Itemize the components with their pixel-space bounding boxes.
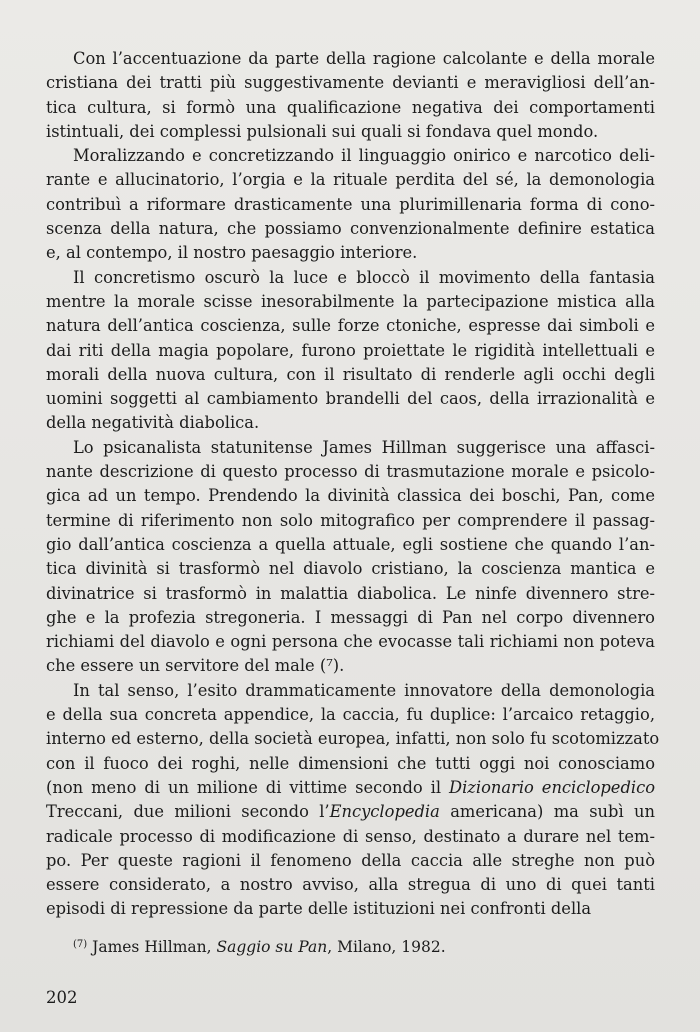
text-segment: e, al contempo, il nostro paesaggio interiore. xyxy=(46,243,418,263)
text-segment: americana) ma subì un xyxy=(439,802,655,822)
text-line xyxy=(46,630,655,654)
text-line xyxy=(46,776,655,800)
text-segment: divinatrice si trasformò in malattia diabolica. Le ninfe divennero stre- xyxy=(46,583,655,603)
text-line xyxy=(46,241,655,265)
paragraph xyxy=(46,47,655,144)
text-line xyxy=(46,800,655,824)
text-segment: Lo psicanalista statunitense James Hillman suggerisce una affasci- xyxy=(73,437,655,457)
footnote-marker: (7) xyxy=(73,939,88,950)
text-segment: gica ad un tempo. Prendendo la divinità classica dei boschi, Pan, come xyxy=(46,486,655,506)
text-line xyxy=(46,727,660,751)
text-line xyxy=(46,533,655,557)
text-segment: termine di riferimento non solo mitografico per comprendere il passag- xyxy=(46,510,655,530)
text-line xyxy=(46,582,655,606)
text-segment: Con l’accentuazione da parte della ragione calcolante e della morale xyxy=(73,49,655,68)
text-segment: scenza della natura, che possiamo convenzionalmente definire estatica xyxy=(46,219,655,239)
text-line xyxy=(46,193,655,217)
text-segment: In tal senso, l’esito drammaticamente innovatore della demonologia xyxy=(73,680,655,700)
text-segment: cristiana dei tratti più suggestivamente devianti e meravigliosi dell’an- xyxy=(46,73,655,93)
text-segment: e della sua concreta appendice, la caccia, fu duplice: l’arcaico retaggio, xyxy=(46,705,655,725)
page-number: 202 xyxy=(46,988,78,1007)
text-segment: istintuali, dei complessi pulsionali sui quali si fondava quel mondo. xyxy=(46,121,599,141)
paragraph xyxy=(46,436,655,679)
text-line xyxy=(46,703,655,727)
paragraph xyxy=(46,144,655,265)
text-segment: dai riti della magia popolare, furono proiettate le rigidità intellettuali e xyxy=(46,340,655,360)
text-line xyxy=(46,557,655,581)
text-line xyxy=(46,897,655,921)
text-segment: Treccani, due milioni secondo l’ xyxy=(46,802,330,822)
text-line xyxy=(46,363,655,387)
text-segment: po. Per queste ragioni il fenomeno della caccia alle streghe non può xyxy=(46,850,655,870)
text-line xyxy=(46,679,655,703)
text-line xyxy=(46,314,655,338)
text-segment: rante e allucinatorio, l’orgia e la rituale perdita del sé, la demonologia xyxy=(46,170,655,190)
text-line xyxy=(46,266,655,290)
text-line xyxy=(46,484,655,508)
text-segment: che essere un servitore del male (⁷). xyxy=(46,656,345,676)
text-segment: nante descrizione di questo processo di trasmutazione morale e psicolo- xyxy=(46,462,655,482)
text-line xyxy=(46,168,655,192)
text-segment: natura dell’antica coscienza, sulle forze ctoniche, espresse dai simboli e xyxy=(46,316,655,336)
footnote-title: Saggio su Pan xyxy=(216,938,328,956)
text-segment: tica divinità si trasformò nel diavolo cristiano, la coscienza mantica e xyxy=(46,559,655,579)
text-line xyxy=(46,509,655,533)
text-line xyxy=(46,217,655,241)
text-line xyxy=(46,411,655,435)
paragraph xyxy=(46,679,660,922)
italic-title: Dizionario enciclopedico xyxy=(449,777,655,797)
text-segment: uomini soggetti al cambiamento brandelli del caos, della irrazionalità e xyxy=(46,389,655,409)
text-segment: episodi di repressione da parte delle istituzioni nei confronti della xyxy=(46,899,592,919)
text-segment: radicale processo di modificazione di senso, destinato a durare nel tem- xyxy=(46,826,655,846)
footnote-rest: , Milano, 1982. xyxy=(327,938,446,956)
text-segment: morali della nuova cultura, con il risultato di renderle agli occhi degli xyxy=(46,364,655,384)
text-line xyxy=(46,460,655,484)
footnote-author: James Hillman, xyxy=(92,938,217,956)
text-segment: essere considerato, a nostro avviso, alla stregua di uno di quei tanti xyxy=(46,875,655,895)
text-segment: con il fuoco dei roghi, nelle dimensioni che tutti oggi noi conosciamo xyxy=(46,753,655,773)
text-line xyxy=(46,387,655,411)
text-segment: tica cultura, si formò una qualificazione negativa dei comportamenti xyxy=(46,97,655,117)
text-line xyxy=(46,96,655,120)
text-segment: gio dall’antica coscienza a quella attuale, egli sostiene che quando l’an- xyxy=(46,534,655,554)
text-line xyxy=(46,752,655,776)
text-segment: (non meno di un milione di vittime secondo il xyxy=(46,777,450,797)
text-line xyxy=(46,873,655,897)
text-line xyxy=(46,849,655,873)
text-segment: mentre la morale scisse inesorabilmente la partecipazione mistica alla xyxy=(46,291,655,311)
body-text xyxy=(46,47,660,922)
text-line xyxy=(46,436,655,460)
text-segment: Il concretismo oscurò la luce e bloccò il movimento della fantasia xyxy=(73,267,655,287)
text-segment: Moralizzando e concretizzando il linguaggio onirico e narcotico deli- xyxy=(73,146,655,166)
text-line xyxy=(46,47,655,71)
text-segment: della negatività diabolica. xyxy=(46,413,260,433)
text-line xyxy=(46,339,655,363)
text-segment: richiami del diavolo e ogni persona che evocasse tali richiami non poteva xyxy=(46,632,655,652)
text-segment: ghe e la profezia stregoneria. I messaggi di Pan nel corpo divennero xyxy=(46,607,655,627)
text-line xyxy=(46,825,655,849)
text-line xyxy=(46,144,655,168)
text-line xyxy=(46,71,655,95)
text-line xyxy=(46,654,655,678)
italic-title: Encyclopedia xyxy=(329,802,440,822)
paragraph xyxy=(46,266,655,436)
text-segment: contribuì a riformare drasticamente una plurimillenaria forma di cono- xyxy=(46,194,655,214)
text-line xyxy=(46,290,655,314)
text-line xyxy=(46,606,655,630)
text-segment: interno ed esterno, della società europea, infatti, non solo fu scotomizzato xyxy=(46,729,660,749)
footnote xyxy=(73,935,446,957)
text-line xyxy=(46,120,655,144)
